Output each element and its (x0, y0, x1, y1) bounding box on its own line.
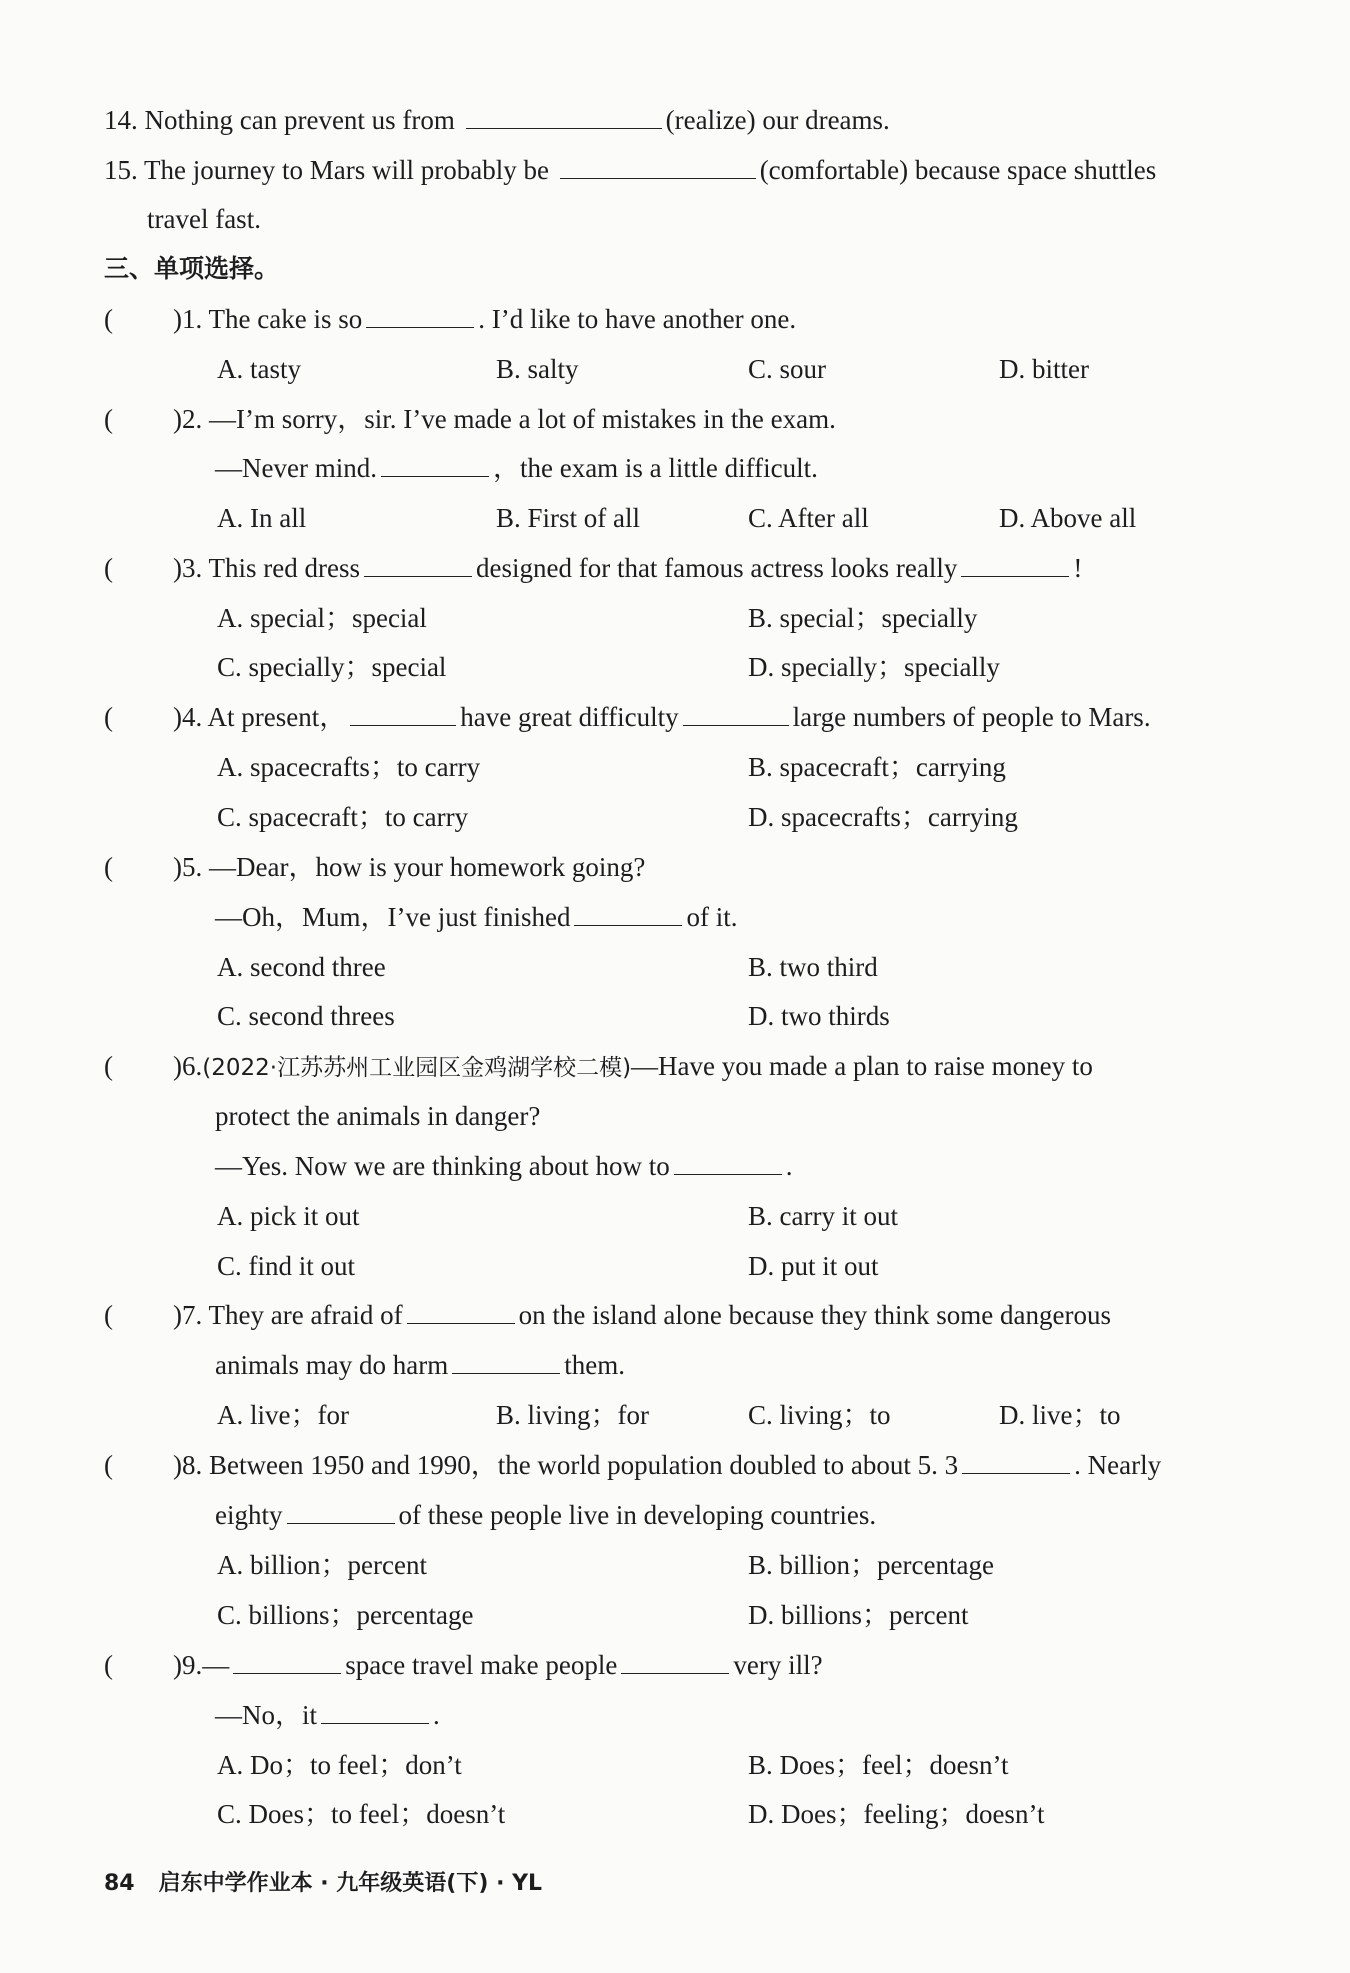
question-1 (173, 302, 796, 336)
answer-blank[interactable] (452, 1351, 560, 1374)
answer-paren[interactable]: ( (104, 1450, 113, 1480)
question-5 (173, 850, 645, 884)
question-text: —I’m sorry，sir. I’ve made a lot of mistakes in the exam. (209, 404, 836, 434)
question-text: of these people live in developing countries. (398, 1500, 877, 1530)
question-text: them. (564, 1350, 625, 1380)
option-a[interactable]: A. In all (217, 503, 307, 533)
question-6-line-3 (215, 1149, 792, 1183)
option-b[interactable]: B. Does；feel；doesn’t (748, 1750, 1009, 1780)
answer-blank[interactable] (366, 305, 474, 328)
question-6 (173, 1049, 1093, 1085)
fill-item-15-cont: travel fast. (147, 204, 261, 234)
question-text: —Dear，how is your homework going? (209, 852, 646, 882)
question-text: —Oh，Mum，I’ve just finished (215, 902, 571, 932)
answer-blank[interactable] (364, 554, 472, 577)
option-b[interactable]: B. spacecraft；carrying (748, 752, 1006, 782)
question-text: . Nearly (1074, 1450, 1162, 1480)
option-a[interactable]: A. second three (217, 952, 386, 982)
option-b[interactable]: B. special；specially (748, 603, 978, 633)
option-c[interactable]: C. billions；percentage (217, 1600, 474, 1630)
question-text: . I’d like to have another one. (478, 304, 797, 334)
question-text: space travel make people (345, 1650, 618, 1680)
option-a[interactable]: A. spacecrafts；to carry (217, 752, 481, 782)
option-a[interactable]: A. special；special (217, 603, 427, 633)
question-source: (2022·江苏苏州工业园区金鸡湖学校二模) (202, 1055, 632, 1081)
option-a[interactable]: A. tasty (217, 354, 301, 384)
option-b[interactable]: B. two third (748, 952, 878, 982)
item-number: 14. (104, 105, 138, 135)
question-text: —Yes. Now we are thinking about how to (215, 1151, 670, 1181)
answer-blank[interactable] (560, 156, 756, 179)
question-3 (173, 551, 1082, 585)
option-d[interactable]: D. Above all (999, 503, 1137, 533)
answer-blank[interactable] (287, 1501, 395, 1524)
answer-paren[interactable]: ( (104, 404, 113, 434)
question-text: animals may do harm (215, 1350, 449, 1380)
question-number: )3. (173, 553, 203, 583)
question-text: At present， (207, 702, 347, 732)
answer-paren[interactable]: ( (104, 702, 113, 732)
question-text: —Never mind. (215, 453, 377, 483)
answer-blank[interactable] (621, 1651, 729, 1674)
question-number: )7. (173, 1300, 203, 1330)
page-number: 84 (104, 1871, 135, 1896)
question-2-line-2 (215, 451, 818, 485)
option-b[interactable]: B. living；for (496, 1400, 649, 1430)
fill-item-15 (104, 153, 1156, 187)
question-8-line-2 (215, 1498, 876, 1532)
option-d[interactable]: D. two thirds (748, 1001, 890, 1031)
question-9 (173, 1648, 823, 1682)
option-b[interactable]: B. salty (496, 354, 579, 384)
section-title: 三、单项选择。 (104, 254, 280, 283)
answer-blank[interactable] (574, 903, 682, 926)
option-d[interactable]: D. billions；percent (748, 1600, 969, 1630)
question-text: designed for that famous actress looks really (475, 553, 958, 583)
question-9-line-2 (215, 1698, 440, 1732)
option-c[interactable]: C. sour (748, 354, 827, 384)
question-text: . (785, 1151, 793, 1181)
question-text: —Have you made a plan to raise money to (631, 1051, 1093, 1081)
question-number: )8. (173, 1450, 203, 1480)
answer-blank[interactable] (407, 1301, 515, 1324)
question-number: )2. (173, 404, 203, 434)
page-footer (104, 1866, 542, 1897)
question-7-line-2 (215, 1348, 625, 1382)
answer-blank[interactable] (466, 106, 662, 129)
option-c[interactable]: C. After all (748, 503, 869, 533)
option-b[interactable]: B. carry it out (748, 1201, 898, 1231)
option-c[interactable]: C. spacecraft；to carry (217, 802, 469, 832)
question-7 (173, 1298, 1111, 1332)
question-text: eighty (215, 1500, 283, 1530)
option-a[interactable]: A. billion；percent (217, 1550, 427, 1580)
question-5-line-2 (215, 900, 737, 934)
item-hint: (comfortable) because space shuttles (759, 155, 1157, 185)
option-a[interactable]: A. Do；to feel；don’t (217, 1750, 462, 1780)
option-d[interactable]: D. specially；specially (748, 652, 1000, 682)
answer-blank[interactable] (962, 1451, 1070, 1474)
answer-blank[interactable] (674, 1152, 782, 1175)
answer-blank[interactable] (683, 703, 789, 726)
option-c[interactable]: C. Does；to feel；doesn’t (217, 1799, 506, 1829)
option-d[interactable]: D. bitter (999, 354, 1089, 384)
option-a[interactable]: A. live；for (217, 1400, 349, 1430)
question-text: have great difficulty (460, 702, 679, 732)
question-number: )6. (173, 1051, 203, 1081)
answer-paren[interactable]: ( (104, 852, 113, 882)
question-text: large numbers of people to Mars. (792, 702, 1151, 732)
item-hint: (realize) our dreams. (665, 105, 890, 135)
question-text: on the island alone because they think some dangerous (518, 1300, 1111, 1330)
answer-blank[interactable] (381, 454, 489, 477)
answer-blank[interactable] (961, 554, 1069, 577)
question-text: . (433, 1700, 440, 1730)
question-text: —No，it (215, 1700, 318, 1730)
question-text: ! (1073, 553, 1083, 583)
question-text: of it. (686, 902, 738, 932)
option-b[interactable]: B. First of all (496, 503, 641, 533)
option-c[interactable]: C. second threes (217, 1001, 395, 1031)
question-number: )1. (173, 304, 203, 334)
question-text: The cake is so (208, 304, 363, 334)
item-number: 15. (104, 155, 138, 185)
option-d[interactable]: D. live；to (999, 1400, 1121, 1430)
question-text: ，the exam is a little difficult. (492, 453, 818, 483)
question-text: — (202, 1650, 230, 1680)
option-d[interactable]: D. spacecrafts；carrying (748, 802, 1018, 832)
question-text: Between 1950 and 1990，the world population doubled to about 5. 3 (209, 1450, 959, 1480)
item-text: Nothing can prevent us from (144, 105, 455, 135)
question-2 (173, 402, 836, 436)
answer-paren[interactable]: ( (104, 1051, 113, 1081)
option-c[interactable]: C. find it out (217, 1251, 356, 1281)
book-title: 启东中学作业本 · 九年级英语(下) · YL (158, 1871, 543, 1896)
answer-blank[interactable] (350, 703, 456, 726)
answer-blank[interactable] (233, 1651, 341, 1674)
question-number: )4. (173, 702, 203, 732)
option-b[interactable]: B. billion；percentage (748, 1550, 994, 1580)
question-number: )5. (173, 852, 203, 882)
item-text: The journey to Mars will probably be (144, 155, 549, 185)
option-c[interactable]: C. specially；special (217, 652, 447, 682)
question-number: )9. (173, 1650, 203, 1680)
question-text: They are afraid of (208, 1300, 403, 1330)
answer-paren[interactable]: ( (104, 304, 113, 334)
answer-paren[interactable]: ( (104, 553, 113, 583)
answer-paren[interactable]: ( (104, 1300, 113, 1330)
option-c[interactable]: C. living；to (748, 1400, 891, 1430)
answer-paren[interactable]: ( (104, 1650, 113, 1680)
question-8 (173, 1448, 1161, 1482)
fill-item-14 (104, 103, 890, 137)
option-a[interactable]: A. pick it out (217, 1201, 360, 1231)
question-text: very ill? (733, 1650, 823, 1680)
option-d[interactable]: D. put it out (748, 1251, 879, 1281)
question-4 (173, 700, 1151, 734)
option-d[interactable]: D. Does；feeling；doesn’t (748, 1799, 1045, 1829)
question-text: This red dress (208, 553, 360, 583)
answer-blank[interactable] (321, 1701, 429, 1724)
question-6-line-2: protect the animals in danger? (215, 1101, 541, 1131)
